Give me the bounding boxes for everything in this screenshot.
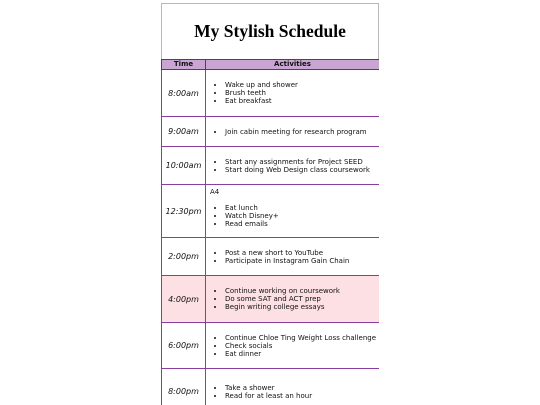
activity-list <box>210 158 379 174</box>
activity-item: • Start any assignments for Project SEED <box>225 158 379 166</box>
table-row <box>162 117 380 147</box>
activity-item: • Continue working on coursework <box>225 287 379 295</box>
table-row <box>162 147 380 185</box>
header-row <box>162 60 380 70</box>
activities-cell <box>206 323 380 369</box>
time-cell: 10:00am <box>162 147 206 185</box>
activity-item: • Wake up and shower <box>225 81 379 89</box>
activities-cell <box>206 117 380 147</box>
activity-list <box>210 287 379 311</box>
activities-column-header: Activities <box>206 60 380 70</box>
time-cell: 8:00am <box>162 70 206 117</box>
activity-item: • Eat breakfast <box>225 97 379 105</box>
time-cell: 6:00pm <box>162 323 206 369</box>
activity-item: • Take a shower <box>225 384 379 392</box>
table-row <box>162 369 380 405</box>
schedule-page <box>161 3 379 405</box>
activity-item: • Eat lunch <box>225 204 379 212</box>
activities-cell <box>206 185 380 238</box>
time-cell: 12:30pm <box>162 185 206 238</box>
time-cell: 4:00pm <box>162 276 206 323</box>
table-row <box>162 323 380 369</box>
activity-item: • Start doing Web Design class coursework <box>225 166 379 174</box>
activity-list <box>210 81 379 105</box>
activity-item: • Do some SAT and ACT prep <box>225 295 379 303</box>
activity-item: • Post a new short to YouTube <box>225 249 379 257</box>
time-cell: 9:00am <box>162 117 206 147</box>
activity-item: • Read for at least an hour <box>225 392 379 400</box>
activity-item: • Read emails <box>225 220 379 228</box>
activity-list <box>210 334 379 358</box>
activities-cell <box>206 147 380 185</box>
activity-item: • Join cabin meeting for research program <box>225 128 379 136</box>
time-column-header: Time <box>162 60 206 70</box>
activity-item: • Eat dinner <box>225 350 379 358</box>
activity-item: • Brush teeth <box>225 89 379 97</box>
table-row <box>162 185 380 238</box>
table-row <box>162 70 380 117</box>
activity-list <box>210 204 379 228</box>
time-cell: 8:00pm <box>162 369 206 405</box>
activity-item: • Check socials <box>225 342 379 350</box>
activities-cell <box>206 70 380 117</box>
page-title: My Stylish Schedule <box>194 21 346 41</box>
schedule-table <box>161 59 379 405</box>
activity-item: • Continue Chloe Ting Weight Loss challenge <box>225 334 379 342</box>
title-box <box>161 3 379 59</box>
activities-cell <box>206 276 380 323</box>
activities-cell <box>206 238 380 276</box>
activity-list <box>210 128 379 136</box>
table-row-highlighted <box>162 276 380 323</box>
cell-tag: A4 <box>210 188 220 196</box>
activities-cell <box>206 369 380 405</box>
activity-item: • Begin writing college essays <box>225 303 379 311</box>
activity-list <box>210 249 379 265</box>
activity-item: • Participate in Instagram Gain Chain <box>225 257 379 265</box>
activity-item: • Watch Disney+ <box>225 212 379 220</box>
table-row <box>162 238 380 276</box>
time-cell: 2:00pm <box>162 238 206 276</box>
activity-list <box>210 384 379 400</box>
